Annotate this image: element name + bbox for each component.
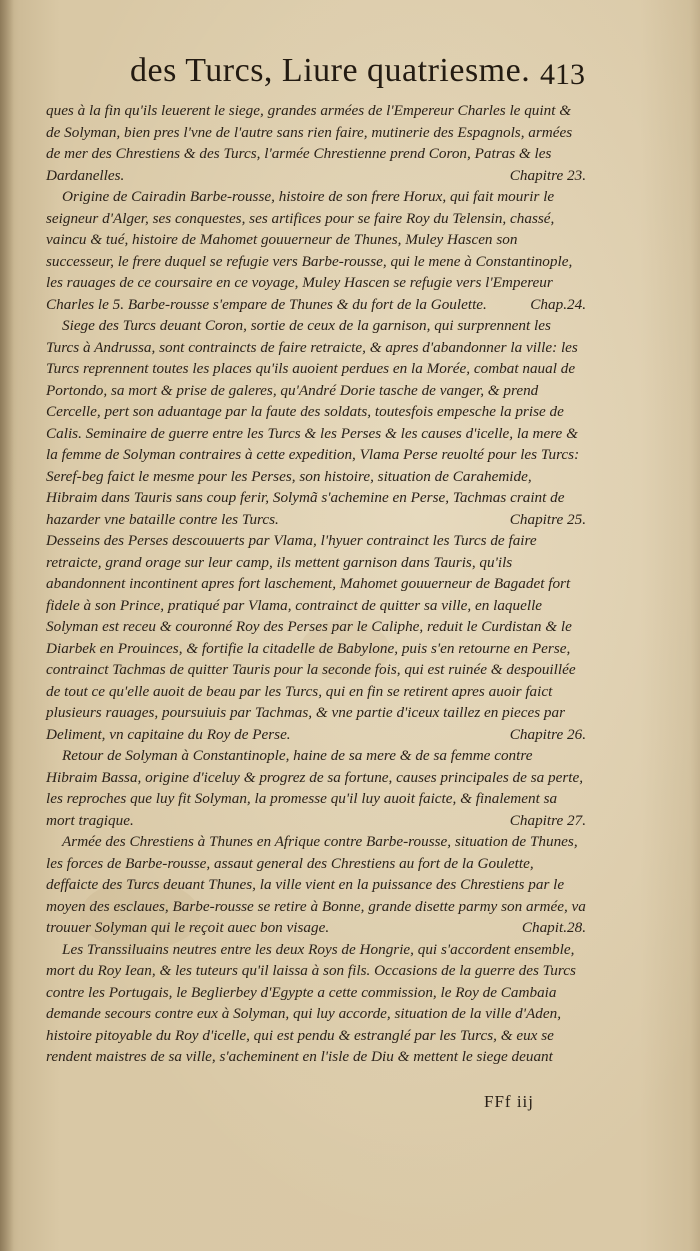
page-number: 413 [540,58,585,91]
summary-text: Les Transsiluains neutres entre les deux Roys de Hongrie, qui s'accordent ensemble, mort du Roy Iean, & les tuteurs qu'il laissa à son fils. Occasions de la guerre des Turcs contre les Portugais, le Beglierbey d'Egypte a cette commission, le Roy de Cambaia demande secours contre eux à Solyman, qui luy accorde, situation de la ville d'Aden, histoire pitoyable du Roy d'icelle, qui est pendu & estranglé par les Turcs, & eux se rendent maistres de sa ville, s'acheminent en l'isle de Diu & mettent le siege deuant [46,940,576,1065]
summary-text: ques à la fin qu'ils leuerent le siege, grandes armées de l'Empereur Charles le quint & de Solyman, bien pres l'vne de l'autre sans rien faire, mutinerie des Espagnols, armées de mer des Chrestiens & des Turcs, l'armée Chrestienne prend Coron, Patras & les Dardanelles. [46,102,573,184]
summary-text: Retour de Solyman à Constantinople, haine de sa mere & de sa femme contre Hibraim Bassa, origine d'iceluy & progrez de sa fortune, causes principales de sa perte, les reproches que luy fit Solyman, la promesse qu'il luy auoit faicte, & finalement sa mort tragique. [46,747,583,829]
summary-text: Siege des Turcs deuant Coron, sortie de ceux de la garnison, qui surprennent les Turcs à Andrussa, sont contraincts de faire retraicte, & apres d'abandonner la ville: les Turcs reprennent toutes les places qu'ils auoient perdues en la Morée, combat naual de Portondo, sa mort & prise de galeres, qu'André Dorie tasche de vanger, & prend Cercelle, pert son aduantage par la faute des soldats, toutesfois empesche la prise de Calis. Seminaire de guerre entre les Turcs & les Perses & les causes d'icelle, la mere & la femme de Solyman contraires à cette expedition, Vlama Perse reuolté pour les Turcs: Seref-beg faict le mesme pour les Perses, son histoire, situation de Carahemide, Hibraim dans Tauris sans coup ferir, Solymã s'achemine en Perse, Tachmas craint de hazarder vne bataille contre les Turcs. [46,317,580,528]
running-head: des Turcs, Liure quatriesme. [130,52,531,89]
chapter-summaries [46,100,586,1068]
summary-text: Origine de Cairadin Barbe-rousse, histoire de son frere Horux, qui fait mourir le seigneur d'Alger, ses conquestes, ses artifices pour se faire Roy du Telensin, chassé, vaincu & tué, histoire de Mahomet gouuerneur de Thunes, Muley Hascen son successeur, le frere duquel se refugie vers Barbe-rousse, qui le mene à Constantinople, les rauages de ce coursaire en ce voyage, Muley Hascen se refugie vers l'Empereur Charles le 5. Barbe-rousse s'empare de Thunes & du fort de la Goulette. [46,188,573,313]
summary-entry [46,315,586,530]
chapter-label: Chap.24. [530,295,586,313]
signature-mark: FFf iij [484,1092,534,1111]
chapter-label: Chapitre 23. [509,166,586,184]
chapter-label: Chapitre 27. [509,811,586,829]
chapter-label: Chapit.28. [521,919,586,936]
chapter-label: Chapitre 25. [509,510,586,528]
summary-entry [46,745,586,831]
summary-entry [46,831,586,939]
chapter-label: Chapitre 26. [509,725,586,743]
summary-entry [46,530,586,745]
summary-text: Desseins des Perses descouuerts par Vlama, l'hyuer contrainct les Turcs de faire retraicte, grand orage sur leur camp, ils mettent garnison dans Tauris, qu'ils abandonnent incontinent apres fort laschement, Mahomet gouuerneur de Bagadet fort fidele à son Prince, pratiqué par Vlama, contrainct de quitter sa ville, en laquelle Solyman est receu & couronné Roy des Perses par le Caliphe, reduit le Curdistan & le Diarbek en Prouinces, & fortifie la citadelle de Babylone, puis s'en retourne en Perse, contrainct Tachmas de quitter Tauris pour la seconde fois, qui est ruinée & despouillée de tout ce qu'elle auoit de beau par les Turcs, qui en fin se retirent apres auoir faict plusieurs rauages, poursuiuis par Tachmas, & vne partie d'iceux taillez en pieces par Deliment, vn capitaine du Roy de Perse. [46,532,576,743]
summary-entry [46,939,586,1068]
gutter-shadow [0,0,14,1251]
summary-text: Armée des Chrestiens à Thunes en Afrique contre Barbe-rousse, situation de Thunes, les forces de Barbe-rousse, assaut general des Chrestiens au fort de la Goulette, deffaicte des Turcs deuant Thunes, la ville vient en la puissance des Chrestiens par le moyen des esclaues, Barbe-rousse se retire à Bonne, grande disette parmy son armée, va trouuer Solyman qui le reçoit auec bon visage. [46,833,586,936]
summary-entry [46,186,586,315]
summary-entry [46,100,586,186]
